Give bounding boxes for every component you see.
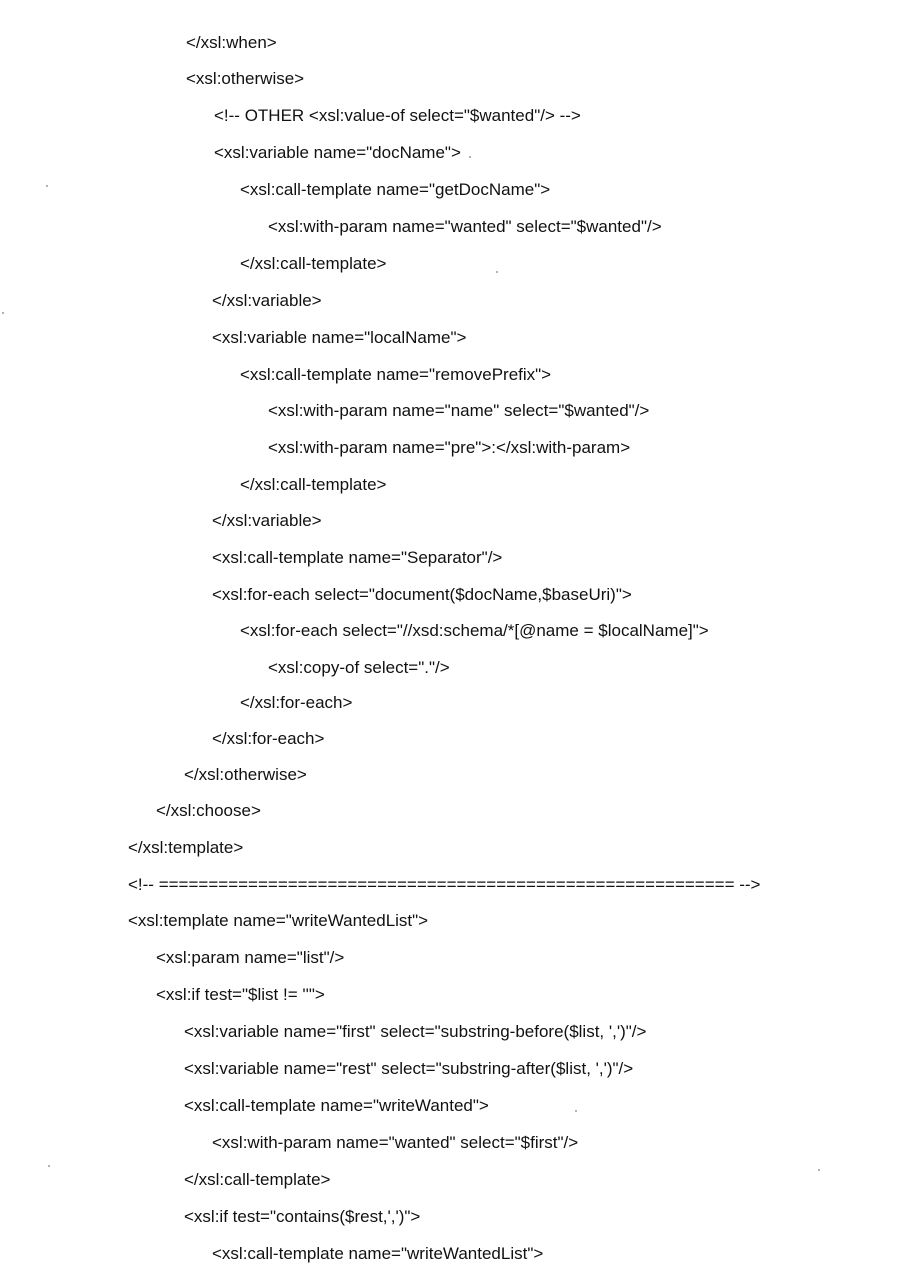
code-line: </xsl:template> [128,838,244,857]
code-line: <xsl:if test="$list != ''"> [156,985,325,1004]
code-line: <xsl:with-param name="name" select="$wanted"/> [268,401,650,420]
code-line: </xsl:when> [186,33,277,52]
scan-speck [818,1169,820,1171]
code-line: <xsl:variable name="docName"> [214,143,461,162]
code-line: <xsl:call-template name="removePrefix"> [240,365,552,384]
code-line: <xsl:with-param name="wanted" select="$first"/> [212,1133,579,1152]
scan-speck [46,185,48,187]
code-line: <xsl:for-each select="document($docName,$baseUri)"> [212,585,632,604]
scan-speck [48,1165,50,1167]
code-line: <xsl:with-param name="wanted" select="$wanted"/> [268,217,662,236]
code-line: </xsl:choose> [156,801,261,820]
code-line: <!-- OTHER <xsl:value-of select="$wanted"/> --> [214,106,581,125]
code-line: <xsl:with-param name="pre">:</xsl:with-param> [268,438,631,457]
code-line: <!-- ========================================================== --> [128,875,761,894]
scan-speck [496,271,498,273]
code-line: <xsl:otherwise> [186,69,305,88]
code-line: </xsl:call-template> [184,1170,331,1189]
code-line: <xsl:call-template name="writeWanted"> [184,1096,489,1115]
scan-speck [575,1110,577,1112]
code-line: </xsl:variable> [212,511,322,530]
code-line: <xsl:variable name="first" select="substring-before($list, ',')"/> [184,1022,647,1041]
code-line: </xsl:call-template> [240,254,387,273]
scan-speck [2,312,4,314]
code-line: <xsl:param name="list"/> [156,948,345,967]
code-line: <xsl:copy-of select="."/> [268,658,450,677]
code-line: </xsl:call-template> [240,475,387,494]
scan-speck [469,156,471,158]
code-line: <xsl:for-each select="//xsd:schema/*[@name = $localName]"> [240,621,709,640]
code-line: <xsl:call-template name="writeWantedList"> [212,1244,544,1263]
code-line: <xsl:if test="contains($rest,',')"> [184,1207,421,1226]
code-line: </xsl:for-each> [240,693,353,712]
code-line: </xsl:for-each> [212,729,325,748]
code-line: <xsl:call-template name="getDocName"> [240,180,551,199]
code-line: <xsl:variable name="localName"> [212,328,467,347]
code-line: </xsl:variable> [212,291,322,310]
code-line: <xsl:template name="writeWantedList"> [128,911,429,930]
code-line: <xsl:variable name="rest" select="substring-after($list, ',')"/> [184,1059,634,1078]
code-line: </xsl:otherwise> [184,765,307,784]
code-line: <xsl:call-template name="Separator"/> [212,548,503,567]
